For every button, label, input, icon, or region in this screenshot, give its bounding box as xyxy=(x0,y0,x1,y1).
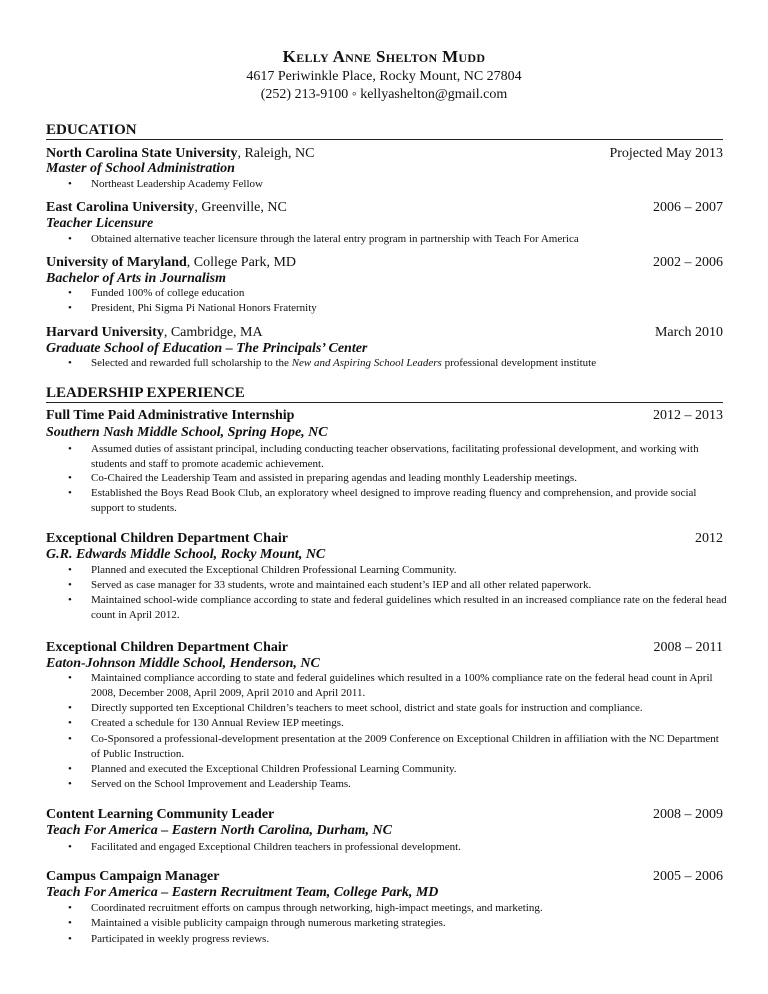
organization-name: Teach For America – Eastern Recruitment Team, College Park, MD xyxy=(46,885,439,900)
bullet-icon: • xyxy=(68,717,72,729)
job-title: Exceptional Children Department Chair xyxy=(46,640,289,655)
entry-date: 2005 – 2006 xyxy=(653,869,723,884)
bullet-icon: • xyxy=(68,487,72,499)
organization-name: Eaton-Johnson Middle School, Henderson, NC xyxy=(46,656,320,671)
bullet-icon: • xyxy=(68,702,72,714)
mailing-address: 4617 Periwinkle Place, Rocky Mount, NC 27804 xyxy=(246,69,522,84)
bullet-icon: • xyxy=(68,763,72,775)
education-entry-harvard xyxy=(46,324,723,341)
list-item: • Participated in weekly progress reviews. xyxy=(68,933,270,945)
education-entry-ecu xyxy=(46,199,723,216)
job-title: Campus Campaign Manager xyxy=(46,869,220,884)
bullet-icon: • xyxy=(68,902,72,914)
job-title: Exceptional Children Department Chair xyxy=(46,531,289,546)
entry-date: March 2010 xyxy=(654,325,723,340)
list-item: • Obtained alternative teacher licensure through the lateral entry program in partnership with Teach For America xyxy=(68,233,579,245)
entry-date: Projected May 2013 xyxy=(609,146,723,161)
entry-date: 2008 – 2011 xyxy=(653,640,723,655)
bullet-icon: • xyxy=(68,472,72,484)
entry-date: 2012 xyxy=(695,531,723,546)
entry-date: 2012 – 2013 xyxy=(653,408,723,423)
experience-entry xyxy=(46,639,723,656)
bullet-icon: • xyxy=(68,564,72,576)
education-heading: EDUCATION xyxy=(46,121,723,140)
list-item: • Facilitated and engaged Exceptional Children teachers in professional development. xyxy=(68,841,461,853)
entry-date: 2008 – 2009 xyxy=(653,807,723,822)
school-name: Harvard University xyxy=(46,325,164,340)
bullet-icon: • xyxy=(68,357,72,369)
experience-entry xyxy=(46,407,723,424)
list-item: • Maintained compliance according to state and federal guidelines which resulted in a 100% compliance rate on the federal head count in April 2008, December 2008, April 2009, April 2010 and April 2011. xyxy=(68,672,713,699)
list-item: • Served on the School Improvement and Leadership Teams. xyxy=(68,778,351,790)
experience-entry xyxy=(46,806,723,823)
list-item: • Planned and executed the Exceptional Children Professional Learning Community. xyxy=(68,763,457,775)
bullet-icon: • xyxy=(68,233,72,245)
bullet-icon: • xyxy=(68,778,72,790)
organization-name: Teach For America – Eastern North Carolina, Durham, NC xyxy=(46,823,392,838)
bullet-icon: • xyxy=(68,933,72,945)
list-item: • Co-Chaired the Leadership Team and assisted in preparing agendas and leading monthly Leadership meetings. xyxy=(68,472,577,484)
entry-date: 2006 – 2007 xyxy=(653,200,723,215)
school-location: , Cambridge, MA xyxy=(163,325,263,340)
bullet-icon: • xyxy=(68,917,72,929)
list-item: • President, Phi Sigma Pi National Honors Fraternity xyxy=(68,302,317,314)
experience-entry xyxy=(46,530,723,547)
school-location: , Greenville, NC xyxy=(194,200,287,215)
list-item: • Selected and rewarded full scholarship to the New and Aspiring School Leaders professional development institute xyxy=(68,357,597,369)
school-name: North Carolina State University xyxy=(46,146,238,161)
list-item: • Coordinated recruitment efforts on campus through networking, high-impact meetings, and marketing. xyxy=(68,902,543,914)
school-location: , Raleigh, NC xyxy=(237,146,315,161)
school-location: , College Park, MD xyxy=(186,255,297,270)
degree-title: Master of School Administration xyxy=(46,161,235,176)
entry-date: 2002 – 2006 xyxy=(653,255,723,270)
list-item: • Funded 100% of college education xyxy=(68,287,245,299)
contact-line: (252) 213-9100 ◦ kellyashelton@gmail.com xyxy=(260,87,508,102)
organization-name: Southern Nash Middle School, Spring Hope, NC xyxy=(46,425,328,440)
organization-name: G.R. Edwards Middle School, Rocky Mount, NC xyxy=(46,547,326,562)
list-item: • Northeast Leadership Academy Fellow xyxy=(68,178,263,190)
school-name: East Carolina University xyxy=(46,200,195,215)
list-item: • Assumed duties of assistant principal, including conducting teacher observations, facilitating professional development, and working with students and staff to promote academic achievement. xyxy=(68,443,699,470)
school-name: University of Maryland xyxy=(46,255,187,270)
list-item: • Maintained school-wide compliance according to state and federal guidelines which resulted in an increased compliance rate on the federal head count in April 2012. xyxy=(68,594,727,621)
list-item: • Directly supported ten Exceptional Children’s teachers to meet school, district and state goals for instruction and compliance. xyxy=(68,702,643,714)
bullet-icon: • xyxy=(68,579,72,591)
list-item: • Maintained a visible publicity campaign through numerous marketing strategies. xyxy=(68,917,446,929)
list-item: • Co-Sponsored a professional-development presentation at the 2009 Conference on Exceptional Children in affiliation with the NC Department of Public Instruction. xyxy=(68,733,719,760)
bullet-icon: • xyxy=(68,594,72,606)
bullet-icon: • xyxy=(68,178,72,190)
degree-title: Teacher Licensure xyxy=(46,216,154,231)
candidate-name: Kelly Anne Shelton Mudd xyxy=(282,47,486,66)
list-item: • Planned and executed the Exceptional Children Professional Learning Community. xyxy=(68,564,457,576)
resume-header xyxy=(0,46,768,104)
bullet-icon: • xyxy=(68,302,72,314)
degree-title: Graduate School of Education – The Principals’ Center xyxy=(46,341,368,356)
list-item: • Served as case manager for 33 students, wrote and maintained each student’s IEP and all other related paperwork. xyxy=(68,579,592,591)
bullet-icon: • xyxy=(68,733,72,745)
list-item: • Established the Boys Read Book Club, an exploratory wheel designed to improve reading fluency and comprehension, and provide social support to students. xyxy=(68,487,697,514)
list-item: • Created a schedule for 130 Annual Review IEP meetings. xyxy=(68,717,344,729)
bullet-icon: • xyxy=(68,443,72,455)
job-title: Full Time Paid Administrative Internship xyxy=(46,408,295,423)
bullet-icon: • xyxy=(68,672,72,684)
program-name: New and Aspiring School Leaders xyxy=(291,357,442,369)
degree-title: Bachelor of Arts in Journalism xyxy=(46,271,226,286)
job-title: Content Learning Community Leader xyxy=(46,807,275,822)
bullet-icon: • xyxy=(68,841,72,853)
experience-entry xyxy=(46,868,723,885)
leadership-heading: LEADERSHIP EXPERIENCE xyxy=(46,384,723,403)
bullet-icon: • xyxy=(68,287,72,299)
education-entry-umd xyxy=(46,254,723,271)
